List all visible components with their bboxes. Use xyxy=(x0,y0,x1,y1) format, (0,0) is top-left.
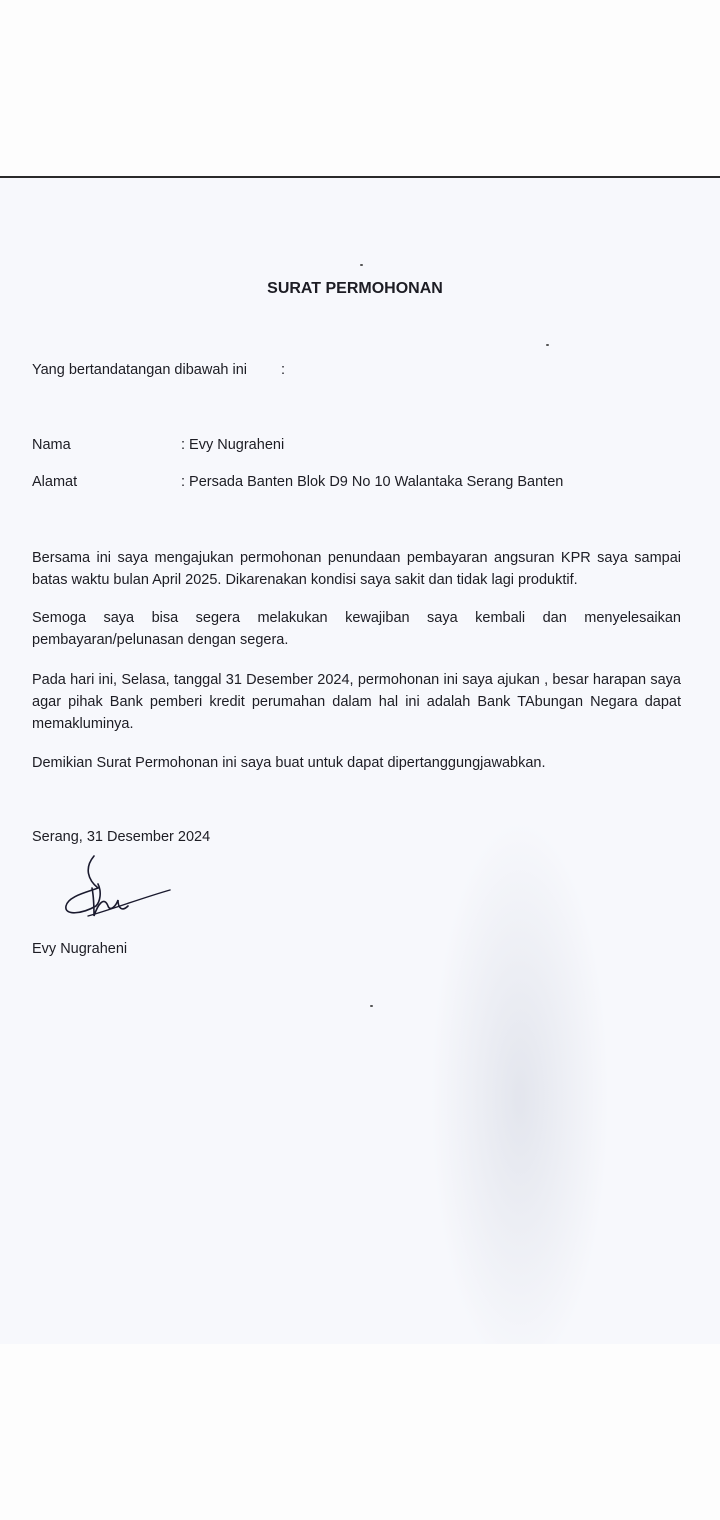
intro-colon: : xyxy=(281,362,286,378)
scan-speck xyxy=(370,1005,373,1007)
scan-speck xyxy=(360,264,363,266)
intro-text: Yang bertandatangan dibawah ini xyxy=(32,362,247,378)
scan-speck xyxy=(546,344,549,346)
place-date: Serang, 31 Desember 2024 xyxy=(32,829,211,845)
paragraph-hope: Semoga saya bisa segera melakukan kewajiban saya kembali dan menyelesaikan pembayaran/pelunasan dengan segera. xyxy=(32,610,681,648)
letter-title: SURAT PERMOHONAN xyxy=(267,280,443,297)
paragraph-closing: Demikian Surat Permohonan ini saya buat untuk dapat dipertanggungjawabkan. xyxy=(32,755,546,771)
field-label-alamat: Alamat xyxy=(32,474,78,490)
letter-document xyxy=(0,176,720,1344)
paragraph-date: Pada hari ini, Selasa, tanggal 31 Desember 2024, permohonan ini saya ajukan , besar harapan saya agar pihak Bank pemberi kredit perumahan dalam hal ini adalah Bank TAbungan Negara dapat memakluminya. xyxy=(32,672,681,732)
field-label-nama: Nama xyxy=(32,437,71,453)
scan-shadow xyxy=(430,818,610,1344)
bottom-blank-area xyxy=(0,1344,720,1520)
field-value-nama: : Evy Nugraheni xyxy=(181,437,285,453)
paragraph-request: Bersama ini saya mengajukan permohonan penundaan pembayaran angsuran KPR saya sampai batas waktu bulan April 2025. Dikarenakan kondisi saya sakit dan tidak lagi produktif. xyxy=(32,550,681,588)
signature-image xyxy=(58,854,178,934)
top-blank-area xyxy=(0,0,720,176)
field-value-alamat: : Persada Banten Blok D9 No 10 Walantaka Serang Banten xyxy=(181,474,564,490)
signer-name: Evy Nugraheni xyxy=(32,941,128,957)
